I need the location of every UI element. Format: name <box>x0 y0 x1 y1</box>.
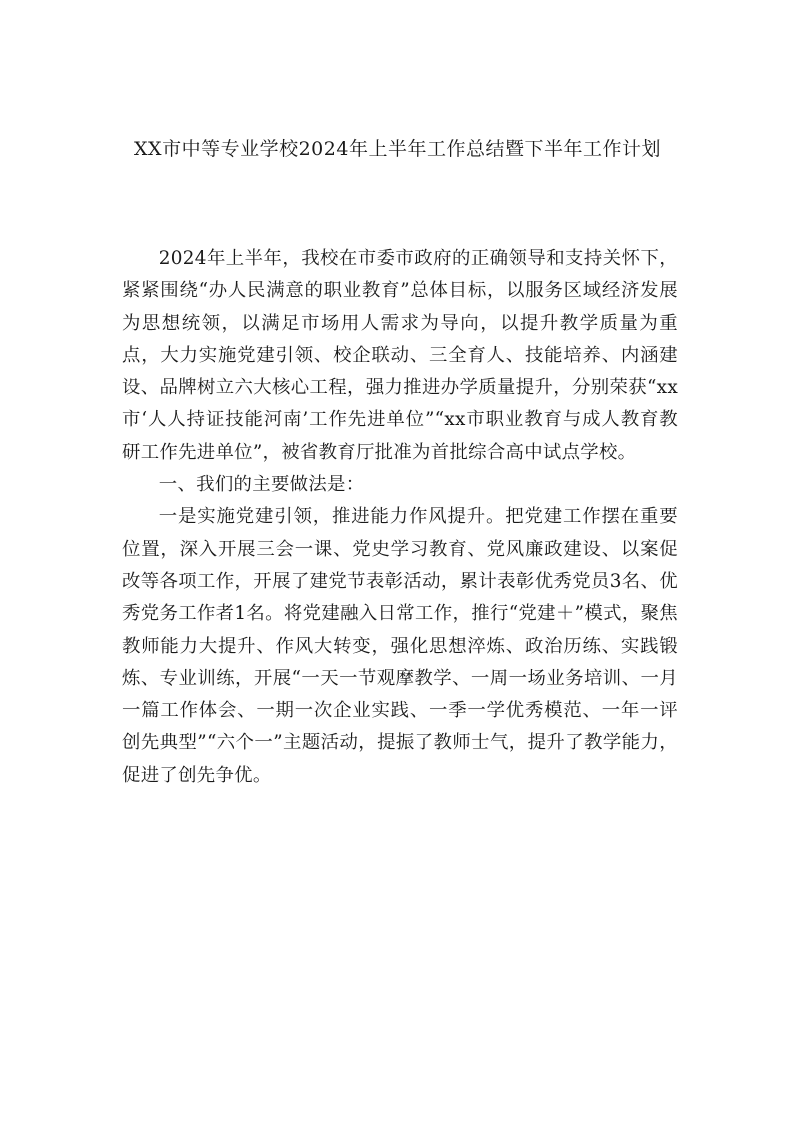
section-heading: 一、我们的主要做法是： <box>158 474 365 496</box>
intro-paragraph: 2024年上半年，我校在市委市政府的正确领导和支持关怀下，紧紧围绕“办人民满意的职业教育”总体目标，以服务区域经济发展为思想统领，以满足市场用人需求为导向，以提升教学质量为重点，大力实施党建引领、校企联动、三全育人、技能培养、内涵建设、品牌树立六大核心工程，强力推进办学质量提升，分别荣获“xx市‘人人持证技能河南’工作先进单位”“xx市职业教育与成人教育教研工作先进单位”，被省教育厅批准为首批综合高中试点学校。 <box>122 248 678 463</box>
document-title: XX市中等专业学校2024年上半年工作总结暨下半年工作计划 <box>134 138 661 160</box>
party-building-paragraph: 一是实施党建引领，推进能力作风提升。把党建工作摆在重要位置，深入开展三会一课、党史学习教育、党风廉政建设、以案促改等各项工作，开展了建党节表彰活动，累计表彰优秀党员3名、优秀党务工作者1名。将党建融入日常工作，推行“党建＋”模式，聚焦教师能力大提升、作风大转变，强化思想淬炼、政治历练、实践锻炼、专业训练，开展“一天一节观摩教学、一周一场业务培训、一月一篇工作体会、一期一次企业实践、一季一学优秀模范、一年一评创先典型”“六个一”主题活动，提振了教师士气，提升了教学能力，促进了创先争优。 <box>122 506 678 786</box>
document-body <box>122 243 678 792</box>
